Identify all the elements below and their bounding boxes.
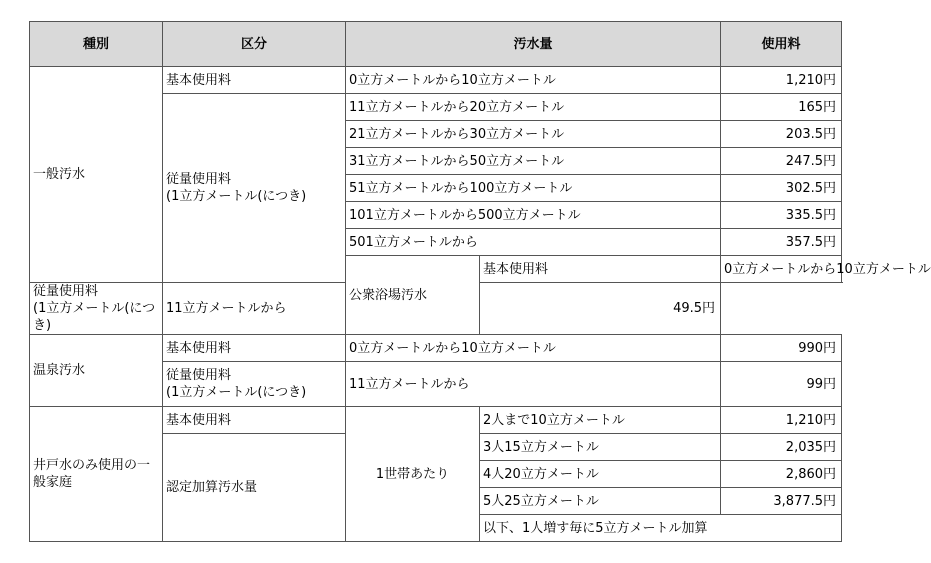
table-row	[30, 407, 842, 434]
fee-cell: 335.5円	[721, 202, 842, 229]
volume-cell: 501立方メートルから	[346, 229, 721, 256]
metered-fee-label: 従量使用料 (1立方メートル(につき)	[163, 362, 346, 407]
additional-note: 以下、1人増す毎に5立方メートル加算	[480, 515, 842, 542]
type-bath: 公衆浴場汚水	[346, 256, 480, 335]
volume-cell: 3人15立方メートル	[480, 434, 721, 461]
fee-cell: 3,877.5円	[721, 488, 842, 515]
header-volume: 汚水量	[346, 22, 721, 67]
volume-cell: 11立方メートルから	[346, 362, 721, 407]
fee-cell: 165円	[721, 94, 842, 121]
table-row	[30, 335, 842, 362]
table-row	[30, 283, 842, 335]
fee-cell: 2,860円	[721, 461, 842, 488]
sewage-fee-table	[29, 21, 931, 542]
fee-cell: 99円	[721, 362, 842, 407]
volume-cell: 4人20立方メートル	[480, 461, 721, 488]
table-row	[30, 67, 842, 94]
volume-cell: 5人25立方メートル	[480, 488, 721, 515]
basic-fee-label: 基本使用料	[163, 407, 346, 434]
certified-volume-label: 認定加算汚水量	[163, 434, 346, 542]
fee-cell: 1,210円	[721, 407, 842, 434]
basic-fee-label: 基本使用料	[480, 256, 721, 283]
volume-cell: 11立方メートルから	[163, 283, 480, 335]
fee-cell: 1,210円	[721, 67, 842, 94]
type-hotspring: 温泉汚水	[30, 335, 163, 407]
fee-cell: 357.5円	[721, 229, 842, 256]
header-type: 種別	[30, 22, 163, 67]
header-row	[30, 22, 842, 67]
basic-fee-label: 基本使用料	[163, 67, 346, 94]
volume-cell: 21立方メートルから30立方メートル	[346, 121, 721, 148]
metered-fee-label: 従量使用料 (1立方メートル(につき)	[163, 94, 346, 283]
type-general: 一般汚水	[30, 67, 163, 283]
fee-cell: 49.5円	[480, 283, 721, 335]
fee-cell: 990円	[721, 335, 842, 362]
metered-fee-label: 従量使用料 (1立方メートル(につき)	[30, 283, 163, 335]
volume-cell: 2人まで10立方メートル	[480, 407, 721, 434]
fee-cell: 203.5円	[721, 121, 842, 148]
fee-cell: 302.5円	[721, 175, 842, 202]
header-fee: 使用料	[721, 22, 842, 67]
basic-fee-label: 基本使用料	[163, 335, 346, 362]
volume-cell: 31立方メートルから50立方メートル	[346, 148, 721, 175]
fee-cell: 247.5円	[721, 148, 842, 175]
type-well: 井戸水のみ使用の一般家庭	[30, 407, 163, 542]
volume-cell: 11立方メートルから20立方メートル	[346, 94, 721, 121]
volume-cell: 0立方メートルから10立方メートル	[346, 335, 721, 362]
volume-cell: 51立方メートルから100立方メートル	[346, 175, 721, 202]
header-category: 区分	[163, 22, 346, 67]
volume-cell: 101立方メートルから500立方メートル	[346, 202, 721, 229]
volume-cell: 0立方メートルから10立方メートル	[346, 67, 721, 94]
fee-cell: 2,035円	[721, 434, 842, 461]
per-household: 1世帯あたり	[346, 407, 480, 542]
volume-cell: 0立方メートルから10立方メートル	[721, 256, 842, 283]
